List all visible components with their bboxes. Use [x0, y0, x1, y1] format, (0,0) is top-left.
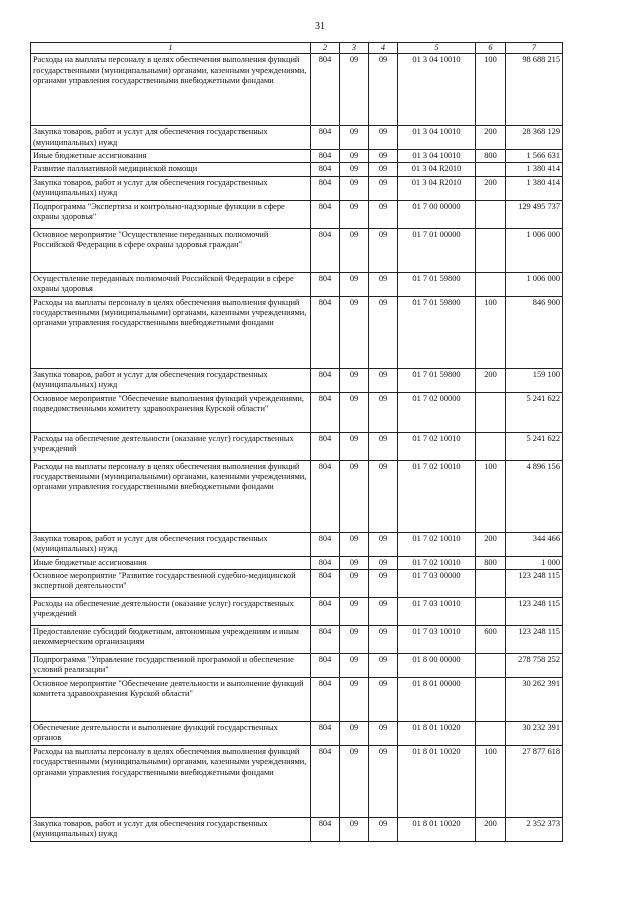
row-grbs-cell: 804	[311, 126, 340, 150]
row-expense-type-cell	[476, 392, 506, 432]
row-target-article-cell: 01 3 04 R2010	[398, 176, 476, 200]
row-expense-type-cell: 200	[476, 126, 506, 150]
row-section-cell: 09	[340, 532, 369, 556]
row-target-article-cell: 01 8 01 10020	[398, 817, 476, 841]
row-expense-type-cell	[476, 653, 506, 677]
row-grbs-cell: 804	[311, 296, 340, 368]
row-section-cell: 09	[340, 677, 369, 721]
row-amount-cell: 2 352 373	[506, 817, 563, 841]
row-name-cell: Расходы на обеспечение деятельности (оказание услуг) государственных учреждений	[31, 432, 311, 460]
budget-table	[30, 42, 563, 842]
row-expense-type-cell: 800	[476, 556, 506, 569]
row-name-cell: Закупка товаров, работ и услуг для обеспечения государственных (муниципальных) нужд	[31, 126, 311, 150]
row-expense-type-cell: 800	[476, 149, 506, 162]
table-row	[31, 228, 563, 272]
row-name-cell: Осуществление переданных полномочий Российской Федерации в сфере охраны здоровья	[31, 272, 311, 296]
row-amount-cell: 30 232 391	[506, 721, 563, 745]
row-subsection-cell: 09	[369, 556, 398, 569]
table-row	[31, 296, 563, 368]
row-name-cell: Расходы на выплаты персоналу в целях обеспечения выполнения функций государственными (муниципальными) органами, казенными учреждениями, органами управления государственными внебюджетными фондами	[31, 745, 311, 817]
row-target-article-cell: 01 8 01 10020	[398, 721, 476, 745]
row-subsection-cell: 09	[369, 54, 398, 126]
row-name-cell: Предоставление субсидий бюджетным, автономным учреждениям и иным некоммерческим организациям	[31, 625, 311, 653]
table-row	[31, 653, 563, 677]
row-target-article-cell: 01 7 02 10010	[398, 532, 476, 556]
row-section-cell: 09	[340, 54, 369, 126]
row-name-cell: Основное мероприятие "Осуществление переданных полномочий Российской Федерации в сфере охраны здоровья граждан"	[31, 228, 311, 272]
row-name-cell: Развитие паллиативной медицинской помощи	[31, 163, 311, 176]
row-section-cell: 09	[340, 721, 369, 745]
row-grbs-cell: 804	[311, 556, 340, 569]
row-subsection-cell: 09	[369, 532, 398, 556]
row-grbs-cell: 804	[311, 272, 340, 296]
row-subsection-cell: 09	[369, 392, 398, 432]
row-section-cell: 09	[340, 200, 369, 228]
row-section-cell: 09	[340, 625, 369, 653]
row-name-cell: Иные бюджетные ассигнования	[31, 556, 311, 569]
row-subsection-cell: 09	[369, 272, 398, 296]
table-row	[31, 556, 563, 569]
row-expense-type-cell: 600	[476, 625, 506, 653]
row-section-cell: 09	[340, 163, 369, 176]
table-row	[31, 54, 563, 126]
row-grbs-cell: 804	[311, 653, 340, 677]
row-section-cell: 09	[340, 817, 369, 841]
column-header-section: 3	[340, 43, 369, 54]
row-target-article-cell: 01 3 04 10010	[398, 54, 476, 126]
row-target-article-cell: 01 7 01 59800	[398, 296, 476, 368]
row-section-cell: 09	[340, 176, 369, 200]
table-row	[31, 745, 563, 817]
row-section-cell: 09	[340, 126, 369, 150]
row-target-article-cell: 01 7 01 59800	[398, 272, 476, 296]
row-target-article-cell: 01 7 02 10010	[398, 460, 476, 532]
column-header-amount: 7	[506, 43, 563, 54]
row-target-article-cell: 01 7 03 10010	[398, 597, 476, 625]
row-amount-cell: 1 566 631	[506, 149, 563, 162]
row-grbs-cell: 804	[311, 228, 340, 272]
table-row	[31, 126, 563, 150]
row-subsection-cell: 09	[369, 597, 398, 625]
row-amount-cell: 159 100	[506, 368, 563, 392]
row-section-cell: 09	[340, 432, 369, 460]
row-target-article-cell: 01 7 00 00000	[398, 200, 476, 228]
row-amount-cell: 1 000	[506, 556, 563, 569]
row-expense-type-cell	[476, 721, 506, 745]
row-section-cell: 09	[340, 368, 369, 392]
row-subsection-cell: 09	[369, 200, 398, 228]
table-row	[31, 200, 563, 228]
row-target-article-cell: 01 8 01 00000	[398, 677, 476, 721]
row-amount-cell: 1 006 000	[506, 228, 563, 272]
row-amount-cell: 123 248 115	[506, 625, 563, 653]
table-row	[31, 432, 563, 460]
row-target-article-cell: 01 7 03 10010	[398, 625, 476, 653]
table-row	[31, 721, 563, 745]
row-name-cell: Закупка товаров, работ и услуг для обеспечения государственных (муниципальных) нужд	[31, 817, 311, 841]
row-grbs-cell: 804	[311, 817, 340, 841]
row-grbs-cell: 804	[311, 745, 340, 817]
row-section-cell: 09	[340, 149, 369, 162]
table-row	[31, 163, 563, 176]
row-expense-type-cell	[476, 163, 506, 176]
row-subsection-cell: 09	[369, 296, 398, 368]
row-expense-type-cell: 100	[476, 460, 506, 532]
row-name-cell: Закупка товаров, работ и услуг для обеспечения государственных (муниципальных) нужд	[31, 176, 311, 200]
row-grbs-cell: 804	[311, 368, 340, 392]
row-section-cell: 09	[340, 556, 369, 569]
column-header-name: 1	[31, 43, 311, 54]
row-expense-type-cell	[476, 432, 506, 460]
table-row	[31, 625, 563, 653]
row-name-cell: Подпрограмма "Управление государственной программой и обеспечение условий реализации"	[31, 653, 311, 677]
row-subsection-cell: 09	[369, 817, 398, 841]
row-amount-cell: 28 368 129	[506, 126, 563, 150]
row-amount-cell: 27 877 618	[506, 745, 563, 817]
row-target-article-cell: 01 3 04 10010	[398, 126, 476, 150]
row-amount-cell: 129 495 737	[506, 200, 563, 228]
row-amount-cell: 1 380 414	[506, 176, 563, 200]
row-name-cell: Основное мероприятие "Обеспечение деятельности и выполнение функций комитета здравоохранения Курской области"	[31, 677, 311, 721]
row-amount-cell: 5 241 622	[506, 432, 563, 460]
table-row	[31, 460, 563, 532]
table-row	[31, 176, 563, 200]
row-expense-type-cell	[476, 228, 506, 272]
column-header-grbs: 2	[311, 43, 340, 54]
table-row	[31, 532, 563, 556]
row-section-cell: 09	[340, 228, 369, 272]
row-subsection-cell: 09	[369, 569, 398, 597]
row-name-cell: Основное мероприятие "Обеспечение выполнения функций учреждениями, подведомственными комитету здравоохранения Курской области"	[31, 392, 311, 432]
column-header-target-article: 5	[398, 43, 476, 54]
page-number: 31	[315, 21, 325, 32]
row-grbs-cell: 804	[311, 532, 340, 556]
row-grbs-cell: 804	[311, 597, 340, 625]
row-grbs-cell: 804	[311, 569, 340, 597]
row-name-cell: Расходы на обеспечение деятельности (оказание услуг) государственных учреждений	[31, 597, 311, 625]
row-expense-type-cell: 200	[476, 368, 506, 392]
row-amount-cell: 278 758 252	[506, 653, 563, 677]
row-subsection-cell: 09	[369, 176, 398, 200]
row-section-cell: 09	[340, 653, 369, 677]
row-grbs-cell: 804	[311, 625, 340, 653]
row-expense-type-cell	[476, 677, 506, 721]
table-row	[31, 597, 563, 625]
row-target-article-cell: 01 3 04 R2010	[398, 163, 476, 176]
row-grbs-cell: 804	[311, 149, 340, 162]
row-target-article-cell: 01 7 02 10010	[398, 556, 476, 569]
table-header-row	[31, 43, 563, 54]
row-amount-cell: 846 900	[506, 296, 563, 368]
row-target-article-cell: 01 7 03 00000	[398, 569, 476, 597]
row-subsection-cell: 09	[369, 126, 398, 150]
row-name-cell: Расходы на выплаты персоналу в целях обеспечения выполнения функций государственными (муниципальными) органами, казенными учреждениями, органами управления государственными внебюджетными фондами	[31, 54, 311, 126]
column-header-subsection: 4	[369, 43, 398, 54]
table-row	[31, 392, 563, 432]
row-target-article-cell: 01 7 02 00000	[398, 392, 476, 432]
row-name-cell: Основное мероприятие "Развитие государственной судебно-медицинской экспертной деятельности"	[31, 569, 311, 597]
row-amount-cell: 4 896 156	[506, 460, 563, 532]
row-name-cell: Обеспечение деятельности и выполнение функций государственных органов	[31, 721, 311, 745]
row-amount-cell: 98 688 215	[506, 54, 563, 126]
row-expense-type-cell: 100	[476, 54, 506, 126]
row-subsection-cell: 09	[369, 460, 398, 532]
row-section-cell: 09	[340, 569, 369, 597]
row-name-cell: Подпрограмма "Экспертиза и контрольно-надзорные функции в сфере охраны здоровья"	[31, 200, 311, 228]
row-name-cell: Иные бюджетные ассигнования	[31, 149, 311, 162]
row-subsection-cell: 09	[369, 368, 398, 392]
row-grbs-cell: 804	[311, 54, 340, 126]
row-subsection-cell: 09	[369, 625, 398, 653]
row-target-article-cell: 01 7 01 00000	[398, 228, 476, 272]
row-expense-type-cell: 100	[476, 296, 506, 368]
row-section-cell: 09	[340, 460, 369, 532]
row-name-cell: Расходы на выплаты персоналу в целях обеспечения выполнения функций государственными (муниципальными) органами, казенными учреждениями, органами управления государственными внебюджетными фондами	[31, 460, 311, 532]
row-expense-type-cell	[476, 597, 506, 625]
row-subsection-cell: 09	[369, 432, 398, 460]
row-subsection-cell: 09	[369, 228, 398, 272]
row-target-article-cell: 01 7 02 10010	[398, 432, 476, 460]
row-name-cell: Закупка товаров, работ и услуг для обеспечения государственных (муниципальных) нужд	[31, 532, 311, 556]
table-row	[31, 272, 563, 296]
row-amount-cell: 123 248 115	[506, 569, 563, 597]
row-subsection-cell: 09	[369, 653, 398, 677]
table-row	[31, 368, 563, 392]
row-target-article-cell: 01 3 04 10010	[398, 149, 476, 162]
row-grbs-cell: 804	[311, 200, 340, 228]
row-section-cell: 09	[340, 296, 369, 368]
row-subsection-cell: 09	[369, 721, 398, 745]
table-row	[31, 817, 563, 841]
row-amount-cell: 123 248 115	[506, 597, 563, 625]
row-grbs-cell: 804	[311, 392, 340, 432]
table-row	[31, 569, 563, 597]
row-subsection-cell: 09	[369, 745, 398, 817]
row-subsection-cell: 09	[369, 149, 398, 162]
row-expense-type-cell	[476, 200, 506, 228]
row-amount-cell: 30 262 391	[506, 677, 563, 721]
row-grbs-cell: 804	[311, 176, 340, 200]
row-section-cell: 09	[340, 745, 369, 817]
row-subsection-cell: 09	[369, 677, 398, 721]
row-section-cell: 09	[340, 392, 369, 432]
row-expense-type-cell: 100	[476, 745, 506, 817]
row-name-cell: Закупка товаров, работ и услуг для обеспечения государственных (муниципальных) нужд	[31, 368, 311, 392]
row-expense-type-cell: 200	[476, 817, 506, 841]
row-expense-type-cell	[476, 272, 506, 296]
row-name-cell: Расходы на выплаты персоналу в целях обеспечения выполнения функций государственными (муниципальными) органами, казенными учреждениями, органами управления государственными внебюджетными фондами	[31, 296, 311, 368]
row-amount-cell: 1 006 000	[506, 272, 563, 296]
row-grbs-cell: 804	[311, 677, 340, 721]
row-target-article-cell: 01 8 01 10020	[398, 745, 476, 817]
table-row	[31, 677, 563, 721]
table-row	[31, 149, 563, 162]
row-amount-cell: 1 380 414	[506, 163, 563, 176]
row-section-cell: 09	[340, 597, 369, 625]
row-grbs-cell: 804	[311, 721, 340, 745]
row-amount-cell: 344 466	[506, 532, 563, 556]
row-subsection-cell: 09	[369, 163, 398, 176]
row-expense-type-cell	[476, 569, 506, 597]
row-grbs-cell: 804	[311, 432, 340, 460]
row-section-cell: 09	[340, 272, 369, 296]
row-expense-type-cell: 200	[476, 176, 506, 200]
row-expense-type-cell: 200	[476, 532, 506, 556]
row-amount-cell: 5 241 622	[506, 392, 563, 432]
row-target-article-cell: 01 8 00 00000	[398, 653, 476, 677]
row-grbs-cell: 804	[311, 163, 340, 176]
column-header-expense-type: 6	[476, 43, 506, 54]
row-target-article-cell: 01 7 01 59800	[398, 368, 476, 392]
row-grbs-cell: 804	[311, 460, 340, 532]
